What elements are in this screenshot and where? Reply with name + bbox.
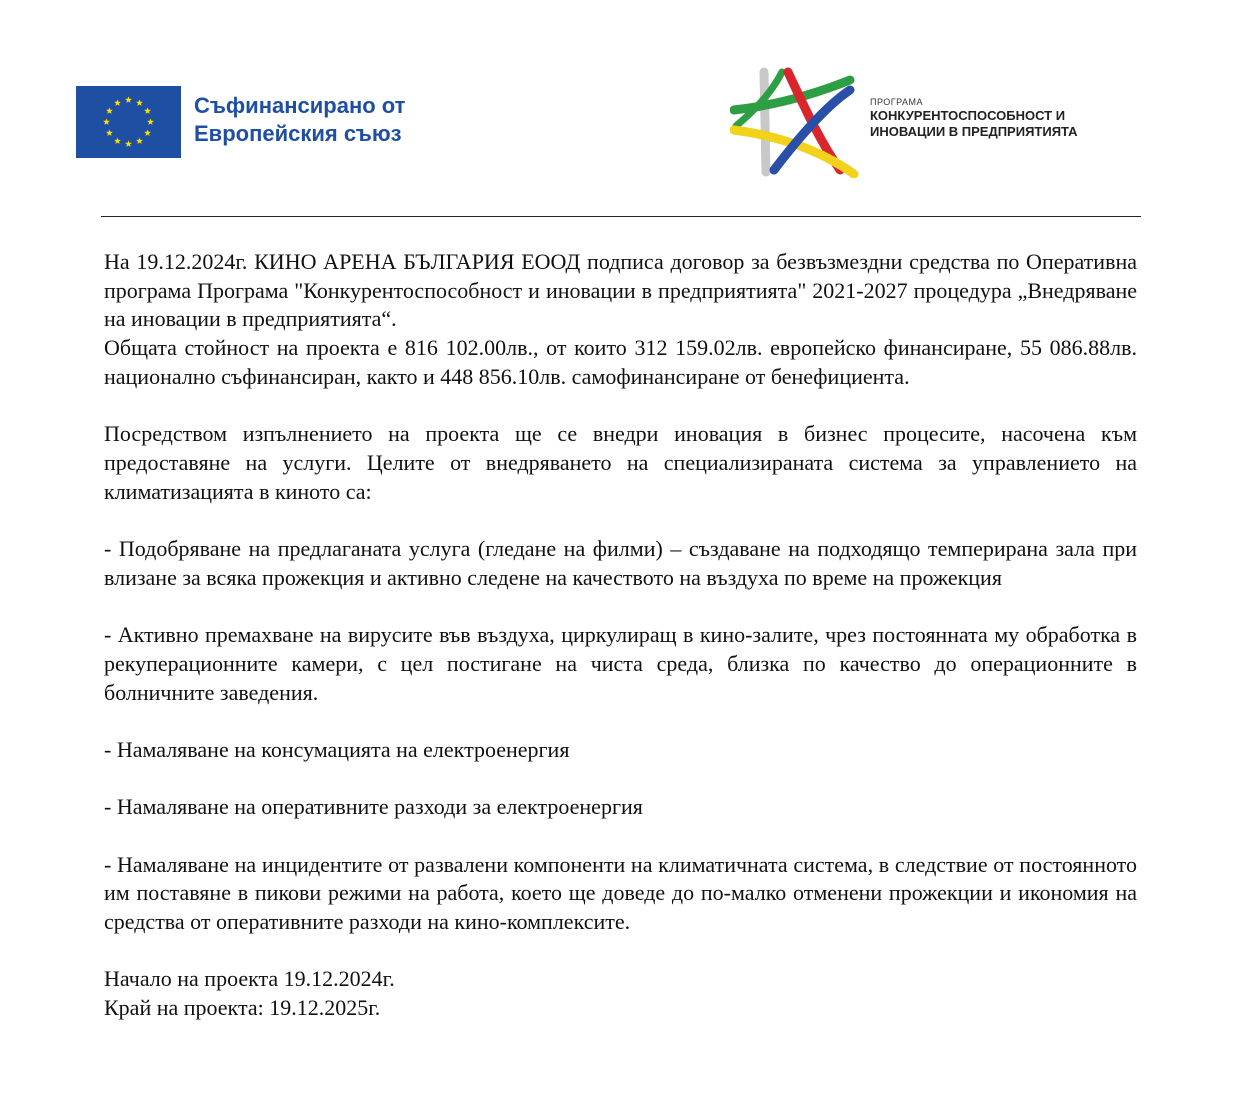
program-logo-line2: ИНОВАЦИИ В ПРЕДПРИЯТИЯТА <box>870 124 1078 139</box>
header-divider <box>101 216 1141 217</box>
eu-flag-icon <box>76 86 181 158</box>
goal-item-3: - Намаляване на консумацията на електроенергия <box>104 736 570 762</box>
goal-item-5: - Намаляване на инцидентите от развалени компоненти на климатичната система, в следствие от постоянното им поставяне в пикови режими на работа, което ще доведе до по-малко отменени прожекции и икономия на средства от оперативните разходи на кино-комплексите. <box>104 851 1137 935</box>
intro-paragraph-2: Общата стойност на проекта е 816 102.00лв., от които 312 159.02лв. европейско финансиране, 55 086.88лв. национално съфинансиран, както и 448 856.10лв. самофинансиране от бенефициента. <box>104 335 1137 389</box>
program-logo-small: ПРОГРАМА <box>870 97 924 107</box>
intro-paragraph-1: На 19.12.2024г. КИНО АРЕНА БЪЛГАРИЯ ЕООД подписа договор за безвъзмездни средства по Оперативна програма Програма "Конкурентоспособност и иновации в предприятията" 2021-2027 процедура „Внедряване на иновации в предприятията“. <box>104 249 1137 332</box>
eu-logo-text <box>194 92 405 148</box>
project-end: Край на проекта: 19.12.2025г. <box>104 995 381 1021</box>
project-start: Начало на проекта 19.12.2024г. <box>104 966 395 992</box>
program-logo-text <box>870 96 1078 140</box>
goal-item-2: - Активно премахване на вирусите във въздуха, циркулиращ в кино-залите, чрез постоянната му обработка в рекуперационните камери, с цел постигане на чиста среда, близка по качество до операционните в болничните заведения. <box>104 622 1137 705</box>
goals-intro-paragraph: Посредством изпълнението на проекта ще се внедри иновация в бизнес процесите, насочена към предоставяне на услуги. Целите от внедряването на специализираната система за управлението на климатизацията в киното са: <box>104 421 1137 504</box>
goal-item-4: - Намаляване на оперативните разходи за електроенергия <box>104 794 643 820</box>
program-logo-line1: КОНКУРЕНТОСПОСОБНОСТ И <box>870 108 1066 123</box>
goal-item-1: - Подобряване на предлаганата услуга (гледане на филми) – създаване на подходящо темперирана зала при влизане за всяка прожекция и активно следене на качеството на въздуха по време на прожекция <box>104 536 1137 590</box>
eu-logo-line2: Европейския съюз <box>194 121 402 146</box>
program-logo-icon <box>730 66 870 178</box>
eu-cofunded-logo <box>76 86 446 158</box>
program-logo <box>730 66 1150 178</box>
document-body <box>104 248 1137 1023</box>
eu-logo-line1: Съфинансирано от <box>194 93 406 118</box>
